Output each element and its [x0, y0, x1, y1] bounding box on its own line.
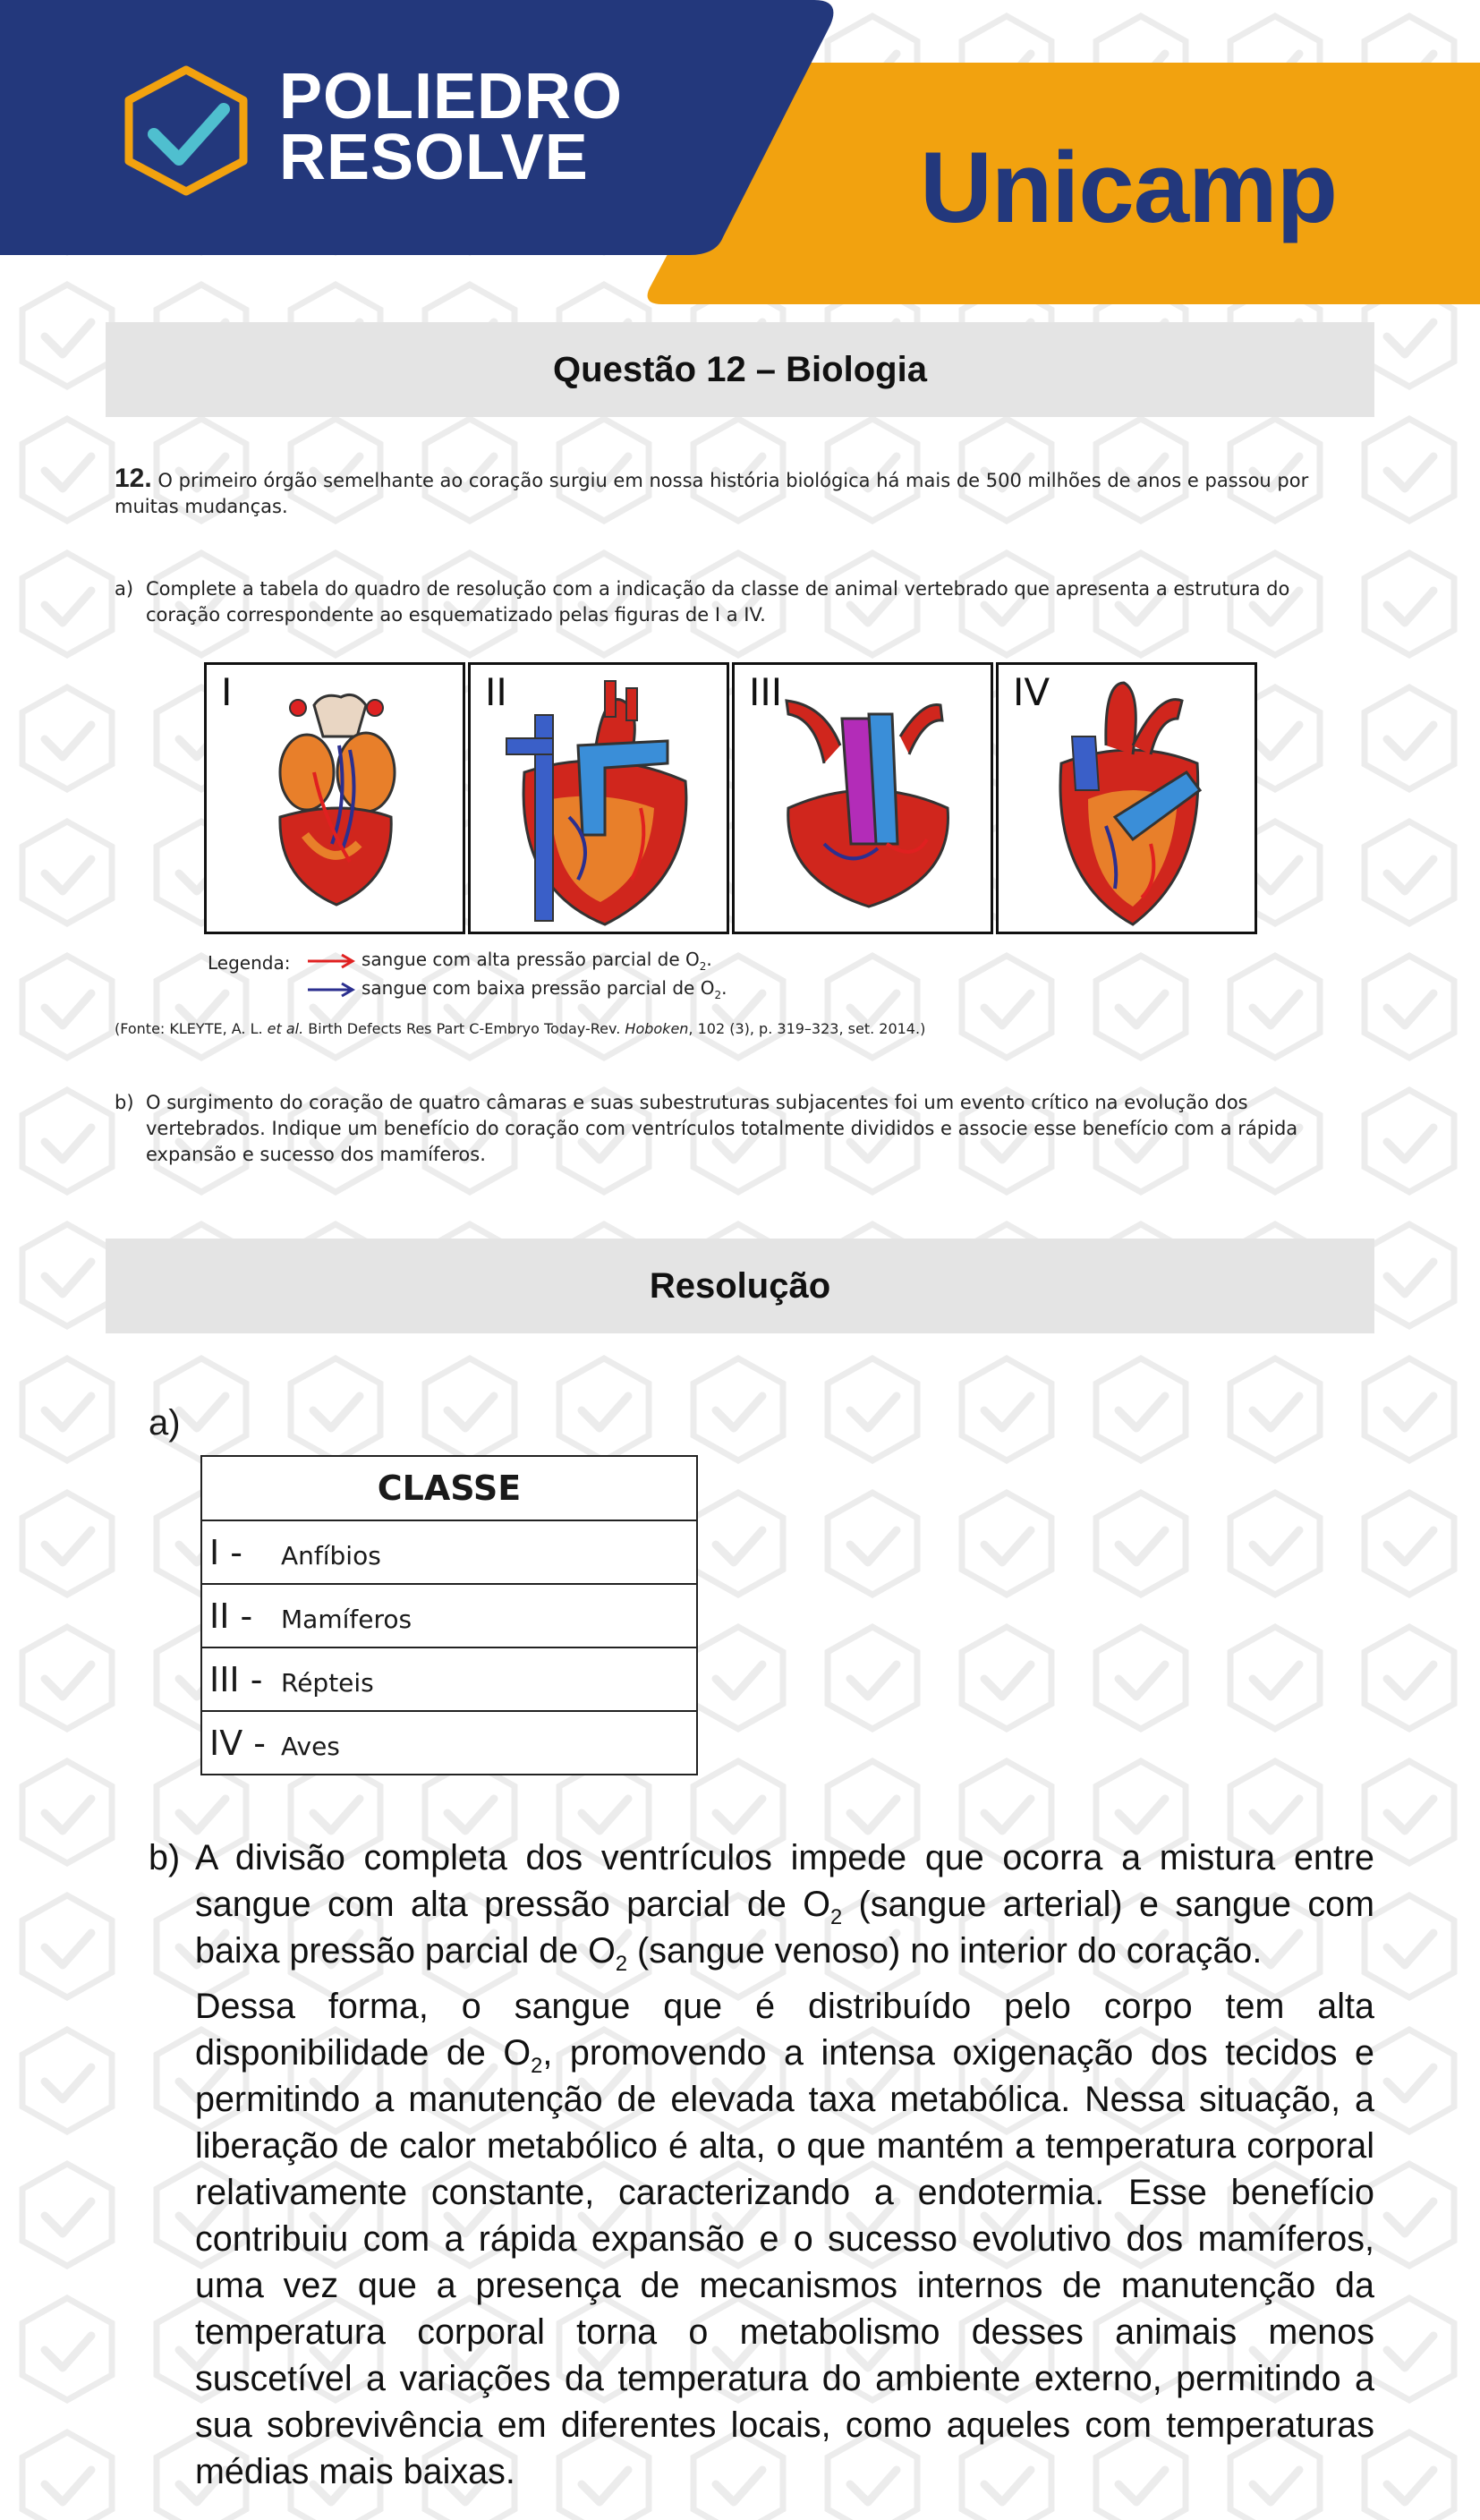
o2-subscript: 2: [531, 2054, 543, 2078]
row-numeral: I -: [209, 1532, 242, 1572]
table-row: [201, 1711, 697, 1775]
row-class-name: Anfíbios: [281, 1540, 381, 1571]
panel-numeral-2: II: [485, 670, 507, 714]
table-header: CLASSE: [201, 1456, 697, 1520]
o2-subscript: 2: [829, 1905, 843, 1929]
table-row: [201, 1584, 697, 1647]
blue-arrow-icon: [306, 981, 356, 999]
source-suffix: , 102 (3), p. 319–323, set. 2014.): [688, 1020, 926, 1037]
source-mid: Birth Defects Res Part C-Embryo Today-Rev.: [303, 1020, 625, 1037]
question-intro-text: O primeiro órgão semelhante ao coração surgiu em nossa história biológica há mais de 500 milhões de anos e passou por muitas mudanças.: [115, 470, 1309, 517]
classe-table: [200, 1455, 698, 1775]
heart-panel-2: [468, 662, 729, 934]
table-cell: [201, 1520, 697, 1584]
table-header-row: [201, 1456, 697, 1520]
o2-subscript: 2: [615, 1952, 628, 1976]
brand-line-1: POLIEDRO: [279, 61, 624, 132]
source-journal: Hoboken: [625, 1020, 689, 1037]
question-number: 12.: [115, 464, 152, 493]
item-b-label: b): [115, 1092, 134, 1113]
legend-high-text: sangue com alta pressão parcial de O: [361, 949, 700, 970]
source-etal: et al.: [267, 1020, 304, 1037]
resolution-title: Resolução: [649, 1265, 831, 1306]
figure-source: [115, 1020, 925, 1037]
legend-high-sub: 2: [699, 960, 707, 973]
b-p1-part-3: (sangue venoso) no interior do coração.: [627, 1931, 1263, 1971]
legend-low-text: sangue com baixa pressão parcial de O: [361, 977, 715, 999]
row-numeral: III -: [209, 1659, 263, 1699]
table-cell: [201, 1584, 697, 1647]
resolution-a-label: a): [149, 1403, 181, 1443]
panel-numeral-3: III: [749, 670, 783, 714]
mammal-heart-illustration: [471, 665, 732, 937]
question-item-b: [115, 1090, 1349, 1168]
b-p2-part-1: Dessa forma, o sangue que é distribuído pelo corpo tem alta disponibilidade de O: [195, 1987, 1374, 2073]
question-title-bar: [106, 322, 1374, 417]
brand-line-2: RESOLVE: [279, 122, 589, 193]
resolution-b-paragraph-1: [195, 1835, 1374, 1974]
heart-panel-1: [204, 662, 465, 934]
b-p1-part-2: (sangue arterial) e sangue com baixa pressão parcial de O: [195, 1885, 1375, 1971]
legend-title: Legenda:: [208, 952, 291, 974]
table-cell: [201, 1711, 697, 1775]
table-cell: [201, 1647, 697, 1711]
b-p1-part-1: A divisão completa dos ventrículos impede que ocorra a mistura entre sangue com alta pressão parcial de O: [195, 1838, 1374, 1924]
panel-numeral-1: I: [221, 670, 233, 714]
question-title: Questão 12 – Biologia: [553, 349, 927, 389]
legend-high-o2: sangue com alta pressão parcial de $O_2$.: [306, 949, 712, 970]
resolution-b: [149, 1835, 1374, 2504]
resolution-title-bar: [106, 1239, 1374, 1333]
question-intro: [115, 465, 1349, 520]
heart-panel-3: [732, 662, 993, 934]
heart-figure: [204, 662, 1260, 938]
row-numeral: IV -: [209, 1723, 266, 1763]
resolution-b-paragraph-2: [195, 1983, 1374, 2495]
brand-name: [279, 61, 624, 193]
legend-low-o2: sangue com baixa pressão parcial de $O_2$.: [306, 977, 727, 999]
item-a-text: Complete a tabela do quadro de resolução com a indicação da classe de animal vertebrado que apresenta a estrutura do coração correspondente ao esquematizado pelas figuras de I a IV.: [146, 578, 1290, 626]
row-class-name: Aves: [281, 1731, 340, 1761]
amphibian-heart-illustration: [207, 665, 468, 937]
row-class-name: Répteis: [281, 1667, 374, 1698]
red-arrow-icon: [306, 952, 356, 970]
table-row: [201, 1647, 697, 1711]
row-class-name: Mamíferos: [281, 1604, 413, 1634]
item-a-label: a): [115, 578, 134, 600]
panel-numeral-4: IV: [1013, 670, 1050, 714]
item-b-text: O surgimento do coração de quatro câmaras e suas subestruturas subjacentes foi um evento crítico na evolução dos vertebrados. Indique um benefício do coração com ventrículos totalmente divididos e associe esse benefício com a rápida expansão e sucesso dos mamíferos.: [146, 1092, 1298, 1165]
page-header: [0, 0, 1480, 309]
row-numeral: II -: [209, 1596, 253, 1636]
resolution-b-label: b): [149, 1838, 181, 1877]
question-item-a: [115, 576, 1349, 628]
heart-panel-4: [996, 662, 1257, 934]
legend-low-sub: 2: [714, 989, 722, 1001]
university-name: Unicamp: [920, 132, 1337, 243]
table-row: [201, 1520, 697, 1584]
source-prefix: (Fonte: KLEYTE, A. L.: [115, 1020, 268, 1037]
b-p2-part-2: , promovendo a intensa oxigenação dos tecidos e permitindo a manutenção de elevada taxa metabólica. Nessa situação, a liberação de calor metabólico é alta, o que mantém a temperatura corporal relativamente constante, caracterizando a endotermia. Esse benefício contribuiu com a rápida expansão e o sucesso evolutivo dos mamíferos, uma vez que a presença de mecanismos internos de manutenção da temperatura corporal torna o metabolismo desses animais menos suscetível a variações da temperatura do ambiente externo, permitindo a sua sobrevivência em diferentes locais, como aqueles com temperaturas médias mais baixas.: [195, 2033, 1374, 2491]
